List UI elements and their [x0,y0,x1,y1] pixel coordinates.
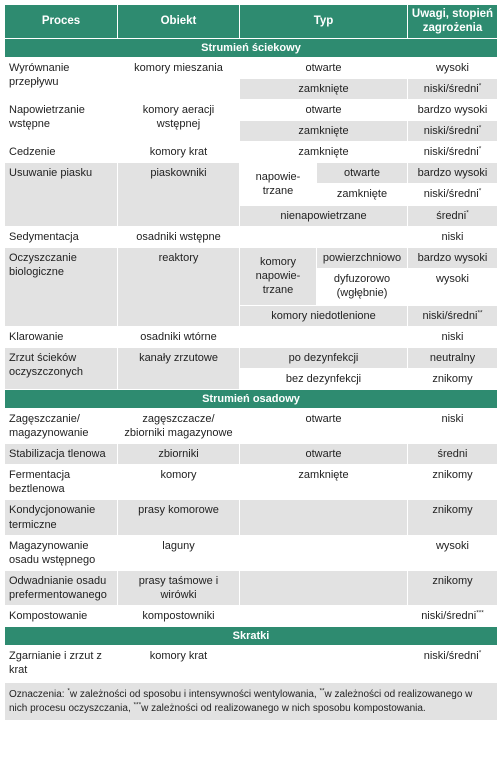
cell-proces: Usuwanie piasku [5,163,118,226]
table-row [5,226,498,247]
cell-uwagi: neutralny [408,347,498,368]
table-container [4,4,497,721]
table-row [5,465,498,500]
cell-uwagi: niski/średni** [408,305,498,326]
cell-uwagi: niski [408,326,498,347]
cell-uwagi: niski/średni* [408,646,498,683]
cell-typ-empty [240,646,408,683]
cell-obiekt: piaskowniki [118,163,240,226]
cell-proces: Napowietrzanie wstępne [5,100,118,142]
cell-uwagi: niski/średni* [408,79,498,100]
table-row [5,444,498,465]
cell-typ: bez dezynfekcji [240,369,408,390]
section-heading-wastewater: Strumień ściekowy [5,39,498,58]
cell-obiekt: zagęszczacze/ zbiorniki magazynowe [118,409,240,444]
footnote-mark-3: *** [133,701,142,709]
cell-typ: komory niedotlenione [240,305,408,326]
table-row [5,605,498,626]
cell-uwagi: znikomy [408,500,498,535]
footnote-1: w zależności od sposobu i intensywności wentylowania, [69,689,317,701]
cell-obiekt: komory krat [118,646,240,683]
cell-typ-empty [240,605,408,626]
cell-proces: Wyrównanie przepływu [5,58,118,100]
cell-typ: zamknięte [240,465,408,500]
cell-obiekt: zbiorniki [118,444,240,465]
cell-proces: Zgarnianie i zrzut z krat [5,646,118,683]
cell-typ-group: napowie-trzane [240,163,317,205]
cell-typ: po dezynfekcji [240,347,408,368]
table-row [5,58,498,79]
footnote-mark-2: ** [319,687,325,695]
cell-obiekt: kompostowniki [118,605,240,626]
cell-typ: zamknięte [317,184,408,205]
cell-obiekt: osadniki wtórne [118,326,240,347]
cell-uwagi: niski [408,409,498,444]
cell-proces: Zrzut ścieków oczyszczonych [5,347,118,389]
cell-uwagi: średni [408,444,498,465]
table-row [5,326,498,347]
cell-proces: Kompostowanie [5,605,118,626]
cell-uwagi: znikomy [408,369,498,390]
cell-obiekt: prasy komorowe [118,500,240,535]
cell-uwagi: niski [408,226,498,247]
cell-uwagi: wysoki [408,58,498,79]
table-row [5,347,498,368]
footnote-label: Oznaczenia: [9,689,65,701]
cell-typ-empty [240,535,408,570]
cell-typ: otwarte [240,409,408,444]
cell-uwagi: znikomy [408,465,498,500]
cell-obiekt: reaktory [118,247,240,326]
cell-proces: Cedzenie [5,142,118,163]
header-typ: Typ [240,5,408,39]
header-uwagi: Uwagi, stopień zagrożenia [408,5,498,39]
cell-obiekt: kanały zrzutowe [118,347,240,389]
cell-typ: powierzchniowo [317,247,408,268]
cell-obiekt: komory aeracji wstępnej [118,100,240,142]
cell-typ: otwarte [240,444,408,465]
cell-proces: Magazynowanie osadu wstępnego [5,535,118,570]
header-proces: Proces [5,5,118,39]
cell-proces: Zagęszczanie/ magazynowanie [5,409,118,444]
table-row [5,100,498,121]
table-row [5,535,498,570]
section-heading-screenings: Skratki [5,627,498,646]
cell-typ: zamknięte [240,121,408,142]
cell-proces: Kondycjonowanie termiczne [5,500,118,535]
cell-uwagi: niski/średni*** [408,605,498,626]
cell-proces: Fermentacja beztlenowa [5,465,118,500]
table-row [5,570,498,605]
cell-uwagi: niski/średni* [408,184,498,205]
cell-typ-empty [240,500,408,535]
cell-typ-empty [240,226,408,247]
table-row [5,142,498,163]
cell-obiekt: komory [118,465,240,500]
cell-uwagi: wysoki [408,535,498,570]
cell-proces: Klarowanie [5,326,118,347]
cell-obiekt: prasy taśmowe i wirówki [118,570,240,605]
table-row [5,500,498,535]
cell-obiekt: osadniki wstępne [118,226,240,247]
cell-typ-group: komory napowie-trzane [240,247,317,305]
table-row [5,409,498,444]
cell-uwagi: bardzo wysoki [408,100,498,121]
cell-proces: Stabilizacja tlenowa [5,444,118,465]
section-heading-sludge: Strumień osadowy [5,390,498,409]
cell-proces: Sedymentacja [5,226,118,247]
cell-proces: Oczyszczanie biologiczne [5,247,118,326]
cell-uwagi: bardzo wysoki [408,163,498,184]
cell-typ: dyfuzorowo (wgłębnie) [317,268,408,305]
cell-uwagi: wysoki [408,268,498,305]
cell-uwagi: niski/średni* [408,121,498,142]
cell-obiekt: komory krat [118,142,240,163]
cell-obiekt: laguny [118,535,240,570]
cell-uwagi: bardzo wysoki [408,247,498,268]
table-row [5,646,498,683]
cell-uwagi: znikomy [408,570,498,605]
footnote-3: w zależności od realizowanego w nich sposobu kompostowania. [141,702,426,714]
cell-typ: otwarte [240,58,408,79]
cell-uwagi: niski/średni* [408,142,498,163]
cell-obiekt: komory mieszania [118,58,240,100]
header-obiekt: Obiekt [118,5,240,39]
table-row [5,163,498,184]
cell-typ: nienapowietrzane [240,205,408,226]
footnote-mark-1: * [67,687,70,695]
hazard-table [4,4,498,721]
cell-typ: otwarte [317,163,408,184]
table-footnote [5,683,498,721]
cell-typ: zamknięte [240,79,408,100]
cell-proces: Odwadnianie osadu prefermentowanego [5,570,118,605]
table-row [5,247,498,268]
cell-typ: zamknięte [240,142,408,163]
cell-uwagi: średni* [408,205,498,226]
table-header-row [5,5,498,39]
footnote-2: w zależności od realizowanego w nich procesu oczyszczania, [9,689,473,714]
cell-typ-empty [240,326,408,347]
cell-typ: otwarte [240,100,408,121]
cell-typ-empty [240,570,408,605]
